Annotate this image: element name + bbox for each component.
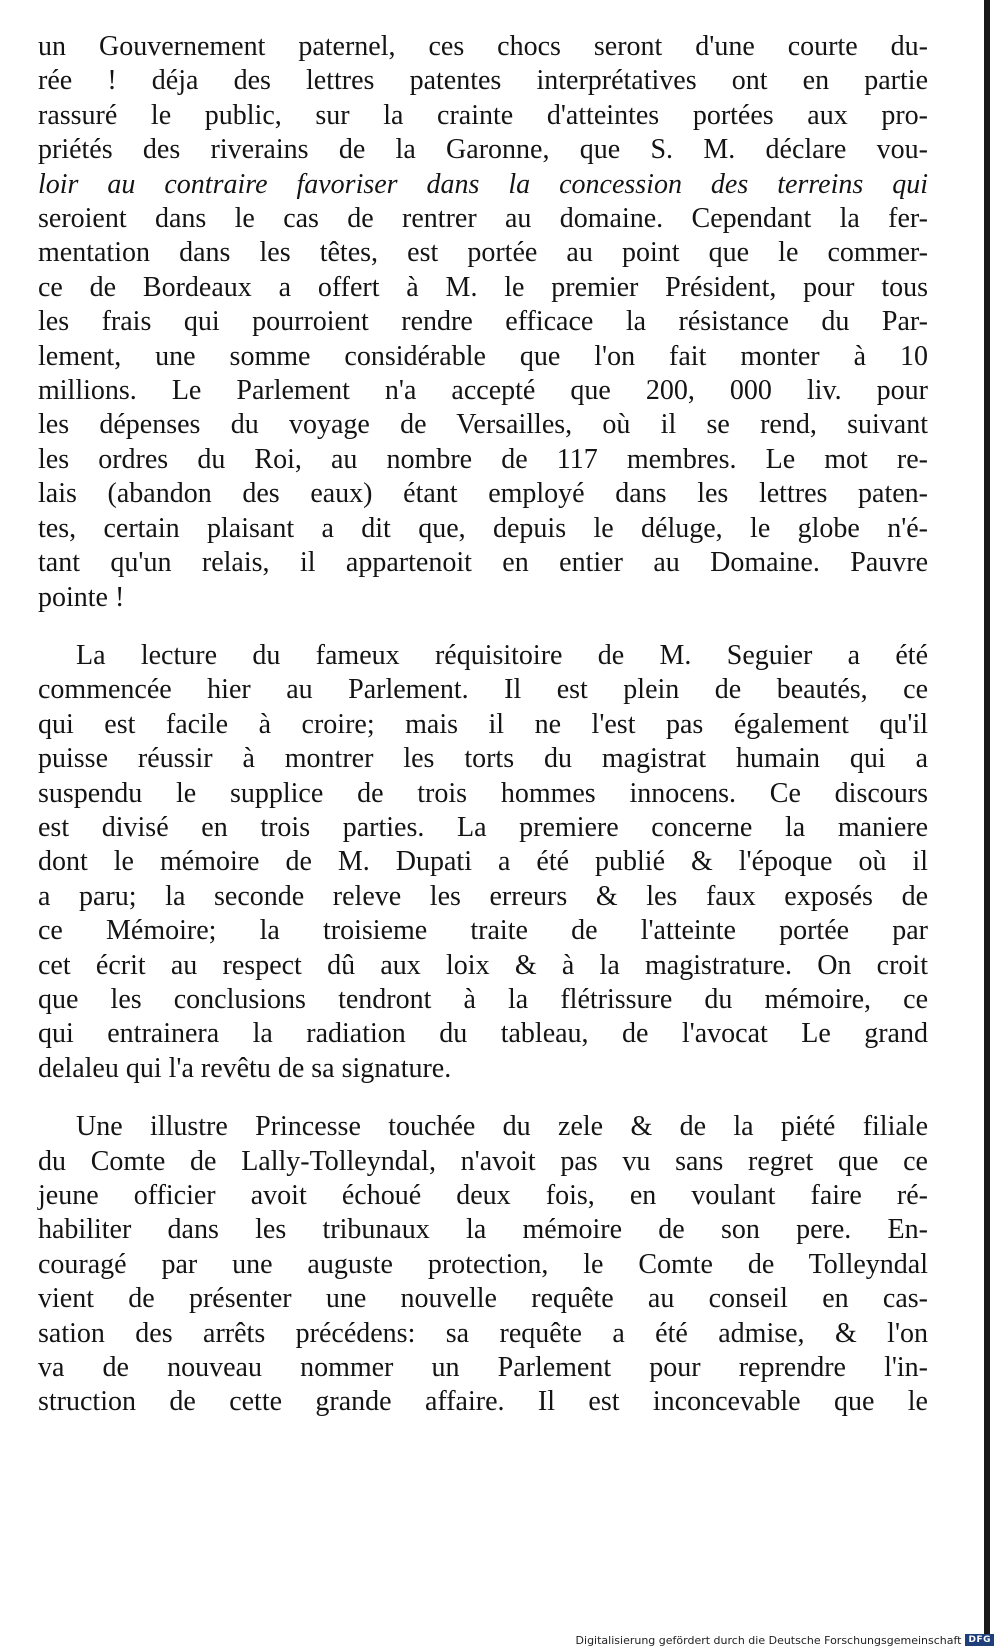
text-line: qui est facile à croire; mais il ne l'est pas également qu'il (38, 708, 928, 740)
text-line: delaleu qui l'a revêtu de sa signature. (38, 1052, 452, 1084)
text-line: lement, une somme considérable que l'on fait monter à 10 (38, 340, 928, 372)
text-line: a paru; la seconde releve les erreurs & les faux exposés de (38, 880, 928, 912)
text-line: Une illustre Princesse touchée du zele & de la piété filiale (76, 1111, 928, 1143)
text-line: du Comte de Lally-Tolleyndal, n'avoit pas vu sans regret que ce (38, 1145, 928, 1177)
text-line: lais (abandon des eaux) étant employé dans les lettres paten- (38, 478, 928, 510)
text-line: rassuré le public, sur la crainte d'atteintes portées aux pro- (38, 99, 928, 131)
text-line: struction de cette grande affaire. Il est inconcevable que le (38, 1386, 928, 1418)
text-line: vient de présenter une nouvelle requête au conseil en cas- (38, 1283, 928, 1315)
text-line: La lecture du fameux réquisitoire de M. Seguier a été (76, 639, 928, 671)
text-line: ce de Bordeaux a offert à M. le premier Président, pour tous (38, 271, 928, 303)
paragraph-2 (38, 639, 928, 1086)
text-line: millions. Le Parlement n'a accepté que 200, 000 liv. pour (38, 375, 928, 407)
text-line: rée ! déja des lettres patentes interprétatives ont en partie (38, 65, 928, 97)
text-line: mentation dans les têtes, est portée au point que le commer- (38, 237, 928, 269)
text-line: ce Mémoire; la troisieme traite de l'atteinte portée par (38, 915, 928, 947)
text-line: sation des arrêts précédens: sa requête a été admise, & l'on (38, 1317, 928, 1349)
text-line: est divisé en trois parties. La premiere concerne la maniere (38, 811, 928, 843)
text-line: suspendu le supplice de trois hommes innocens. Ce discours (38, 777, 928, 809)
text-line: commencée hier au Parlement. Il est plein de beautés, ce (38, 674, 928, 706)
text-line: va de nouveau nommer un Parlement pour reprendre l'in- (38, 1352, 928, 1384)
text-line: tes, certain plaisant a dit que, depuis le déluge, le globe n'é- (38, 512, 928, 544)
text-line: que les conclusions tendront à la flétrissure du mémoire, ce (38, 983, 928, 1015)
text-line: habiliter dans les tribunaux la mémoire de son pere. En- (38, 1214, 928, 1246)
text-line: loir au contraire favoriser dans la concession des terreins qui (38, 168, 928, 200)
text-line: les ordres du Roi, au nombre de 117 membres. Le mot re- (38, 443, 928, 475)
text-line: seroient dans le cas de rentrer au domaine. Cependant la fer- (38, 203, 928, 235)
text-column (38, 30, 928, 1420)
text-line: les dépenses du voyage de Versailles, où il se rend, suivant (38, 409, 928, 441)
text-line: tant qu'un relais, il appartenoit en entier au Domaine. Pauvre (38, 547, 928, 579)
text-line: dont le mémoire de M. Dupati a été publié & l'époque où il (38, 846, 928, 878)
text-line: qui entrainera la radiation du tableau, de l'avocat Le grand (38, 1018, 928, 1050)
text-line: puisse réussir à montrer les torts du magistrat humain qui a (38, 743, 928, 775)
text-line: priétés des riverains de la Garonne, que S. M. déclare vou- (38, 134, 928, 166)
text-line: jeune officier avoit échoué deux fois, en voulant faire ré- (38, 1180, 928, 1211)
text-line: couragé par une auguste protection, le Comte de Tolleyndal (38, 1248, 928, 1280)
text-line: les frais qui pourroient rendre efficace la résistance du Par- (38, 306, 928, 338)
text-line: un Gouvernement paternel, ces chocs seront d'une courte du- (38, 31, 928, 62)
digitization-credit (576, 1633, 994, 1647)
paragraph-3 (38, 1110, 928, 1420)
text-line: pointe ! (38, 581, 125, 613)
text-line: cet écrit au respect dû aux loix & à la magistrature. On croit (38, 949, 928, 981)
dfg-logo: DFG (965, 1634, 994, 1646)
credit-text: Digitalisierung gefördert durch die Deutsche Forschungsgemeinschaft (575, 1633, 962, 1647)
paragraph-1 (38, 30, 928, 615)
